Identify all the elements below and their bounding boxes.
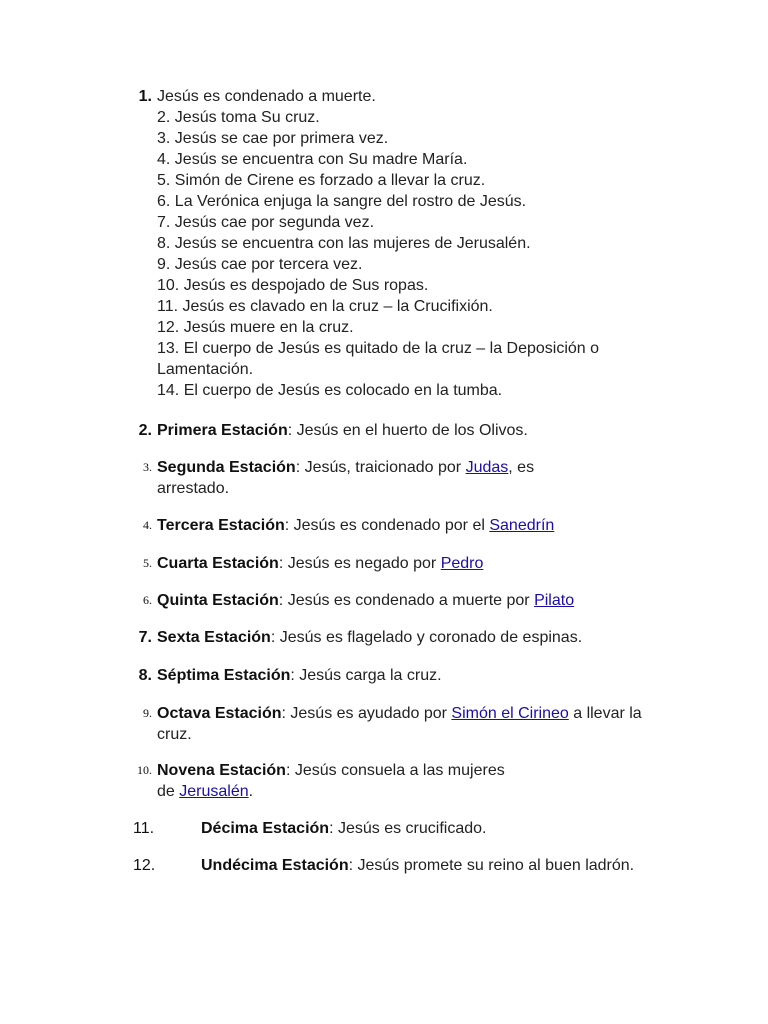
list-number: 6. [143,593,152,607]
sublist-line: 12. Jesús muere en la cruz. [157,319,354,336]
sublist-line: 5. Simón de Cirene es forzado a llevar la cruz. [157,172,486,189]
stations-sublist [157,86,667,401]
sublist-line: Jesús es condenado a muerte. [157,88,376,105]
sublist-line: 13. El cuerpo de Jesús es quitado de la cruz – la Deposición o [157,340,600,357]
station-title: Sexta Estación [157,629,271,646]
station-title: Primera Estación [157,422,288,439]
station-text [157,590,667,611]
station-description: : Jesús carga la cruz. [290,667,442,684]
station-title: Cuarta Estación [157,555,279,572]
sublist-line: 6. La Verónica enjuga la sangre del rostro de Jesús. [157,193,527,210]
list-number: 7. [138,629,152,646]
sublist-line: 11. Jesús es clavado en la cruz – la Crucifixión. [157,298,493,315]
sublist-line: 4. Jesús se encuentra con Su madre María. [157,151,468,168]
list-number: 3. [143,460,152,474]
sublist-line: 7. Jesús cae por segunda vez. [157,214,375,231]
sublist-line: 10. Jesús es despojado de Sus ropas. [157,277,429,294]
sublist-line: Lamentación. [157,361,254,378]
list-number: 5. [143,556,152,570]
station-description: : Jesús es condenado por el [284,517,490,534]
station-description: : Jesús es negado por [278,555,441,572]
list-number: 1. [138,88,152,105]
station-line [157,760,667,781]
sublist-line: 8. Jesús se encuentra con las mujeres de Jerusalén. [157,235,531,252]
station-title: Quinta Estación [157,592,279,609]
list-number: 12. [133,857,156,874]
list-number: 11. [133,820,155,837]
link-sanedrin[interactable]: Sanedrín [489,517,555,534]
station-text [157,457,597,499]
station-description: : Jesús en el huerto de los Olivos. [287,422,528,439]
station-text [157,515,667,536]
sublist-line: 9. Jesús cae por tercera vez. [157,256,363,273]
station-text [157,420,667,441]
list-number: 4. [143,518,152,532]
station-title: Octava Estación [157,705,282,722]
station-description: : Jesús es crucificado. [329,820,487,837]
station-title: Undécima Estación [201,857,349,874]
link-pedro[interactable]: Pedro [440,555,484,572]
station-description-end: a llevar la cruz. [157,705,642,743]
link-judas[interactable]: Judas [465,459,509,476]
list-number: 8. [138,667,152,684]
list-number: 9. [143,706,152,720]
list-number: 10. [137,763,152,777]
station-title: Séptima Estación [157,667,291,684]
station-description: : Jesús promete su reino al buen ladrón. [348,857,635,874]
station-description: : Jesús es condenado a muerte por [278,592,535,609]
station-text [157,627,667,648]
sublist-line: 3. Jesús se cae por primera vez. [157,130,389,147]
station-description-end: . [248,783,254,800]
station-text [157,553,667,574]
link-pilato[interactable]: Pilato [534,592,575,609]
link-simon-el-cirineo[interactable]: Simón el Cirineo [451,705,569,722]
station-text [157,818,667,839]
station-description: : Jesús, traicionado por [295,459,466,476]
station-text [157,703,647,745]
station-description: : Jesús es ayudado por [281,705,452,722]
station-text [157,855,647,876]
station-description: : Jesús consuela a las mujeres [285,762,505,779]
station-description-end: , es arrestado. [157,459,535,497]
list-number: 2. [138,422,152,439]
station-title: Décima Estación [201,820,330,837]
station-description-prefix: de [157,783,180,800]
station-description: : Jesús es flagelado y coronado de espinas. [270,629,583,646]
link-jerusalen[interactable]: Jerusalén [179,783,249,800]
sublist-line: 14. El cuerpo de Jesús es colocado en la tumba. [157,382,503,399]
station-text [157,760,667,802]
station-title: Segunda Estación [157,459,296,476]
station-title: Tercera Estación [157,517,285,534]
station-title: Novena Estación [157,762,286,779]
sublist-line: 2. Jesús toma Su cruz. [157,109,320,126]
station-text [157,665,667,686]
station-line [157,781,667,802]
